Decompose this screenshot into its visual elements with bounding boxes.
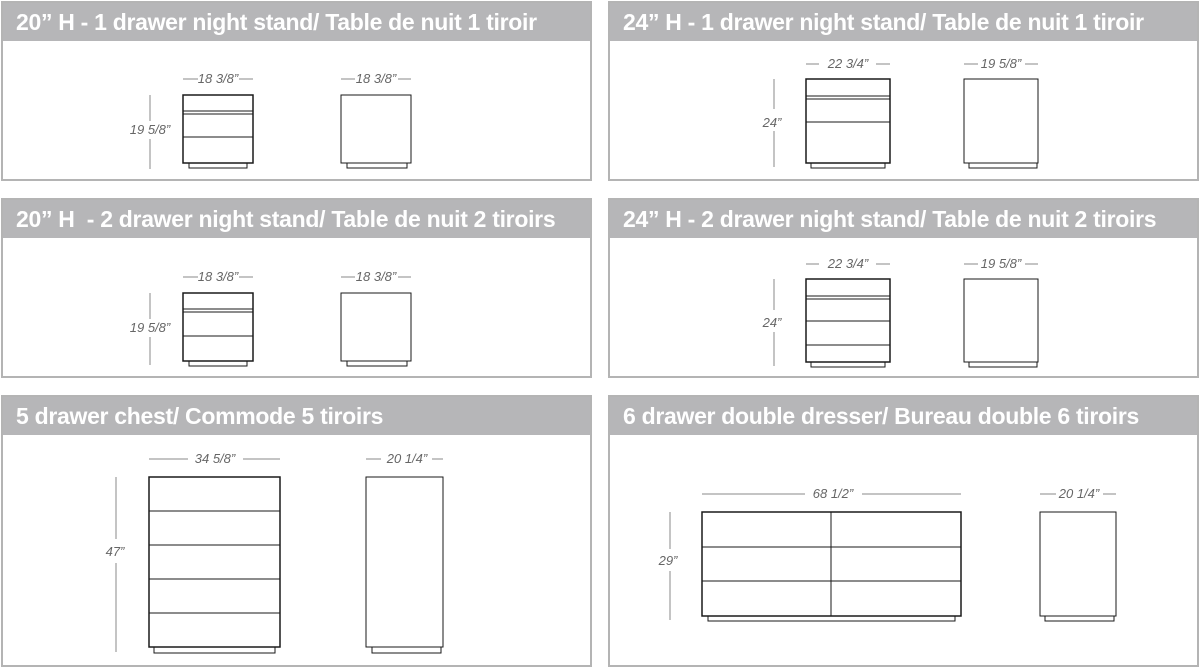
panel-title: 5 drawer chest/ Commode 5 tiroirs [3,397,590,435]
height-label: 19 5/8” [129,320,171,335]
side-depth-label: 18 3/8” [355,269,397,284]
height-dimension [762,279,782,366]
height-dimension [106,477,125,652]
chest-5-drawer-drawing [3,397,594,668]
nightstand-side-view [341,293,411,366]
side-depth-label: 19 5/8” [980,56,1022,71]
nightstand-front-view [806,79,890,168]
height-label: 47” [105,544,125,559]
height-label: 19 5/8” [129,122,171,137]
height-label: 29” [658,553,678,568]
side-depth-dimension [964,256,1038,271]
side-depth-dimension [341,269,411,284]
front-width-dimension [806,56,890,71]
dresser-front-view [702,512,961,621]
chest-side-view [366,477,443,653]
nightstand-1-drawer-24h-drawing [610,3,1200,183]
side-depth-label: 19 5/8” [980,256,1022,271]
panel-24h-2-drawer-nightstand [608,198,1199,378]
height-dimension [762,79,782,167]
front-width-dimension [806,256,890,271]
panel-6-drawer-double-dresser [608,395,1199,667]
side-depth-label: 20 1/4” [386,451,428,466]
front-width-label: 18 3/8” [197,269,239,284]
nightstand-front-view [806,279,890,367]
nightstand-side-view [964,79,1038,168]
panel-20h-2-drawer-nightstand [1,198,592,378]
height-label: 24” [762,315,782,330]
side-depth-dimension [341,71,411,86]
front-width-label: 34 5/8” [194,451,236,466]
front-width-dimension [702,486,961,501]
nightstand-front-view [183,95,253,168]
panel-title: 6 drawer double dresser/ Bureau double 6 tiroirs [610,397,1197,435]
nightstand-2-drawer-24h-drawing [610,200,1200,380]
nightstand-1-drawer-drawing [3,3,594,183]
panel-title: 24” H - 1 drawer night stand/ Table de nuit 1 tiroir [610,3,1197,41]
side-depth-dimension [1040,486,1116,501]
dresser-6-drawer-drawing [610,397,1200,668]
height-label: 24” [762,115,782,130]
side-depth-label: 18 3/8” [355,71,397,86]
height-dimension [130,293,171,365]
panel-title: 24” H - 2 drawer night stand/ Table de nuit 2 tiroirs [610,200,1197,238]
nightstand-2-drawer-drawing [3,200,594,380]
front-width-dimension [149,451,280,466]
panel-title: 20” H - 2 drawer night stand/ Table de nuit 2 tiroirs [3,200,590,238]
side-depth-label: 20 1/4” [1058,486,1100,501]
front-width-label: 22 3/4” [827,256,869,271]
dresser-side-view [1040,512,1116,621]
front-width-dimension [183,269,253,284]
panel-5-drawer-chest [1,395,592,667]
nightstand-side-view [341,95,411,168]
front-width-label: 18 3/8” [197,71,239,86]
panel-24h-1-drawer-nightstand [608,1,1199,181]
chest-front-view [149,477,280,653]
side-depth-dimension [366,451,443,466]
front-width-label: 22 3/4” [827,56,869,71]
front-width-label: 68 1/2” [812,486,854,501]
height-dimension [658,512,678,620]
nightstand-side-view [964,279,1038,367]
panel-20h-1-drawer-nightstand [1,1,592,181]
height-dimension [130,95,171,169]
nightstand-front-view [183,293,253,366]
panel-title: 20” H - 1 drawer night stand/ Table de nuit 1 tiroir [3,3,590,41]
side-depth-dimension [964,56,1038,71]
front-width-dimension [183,71,253,86]
